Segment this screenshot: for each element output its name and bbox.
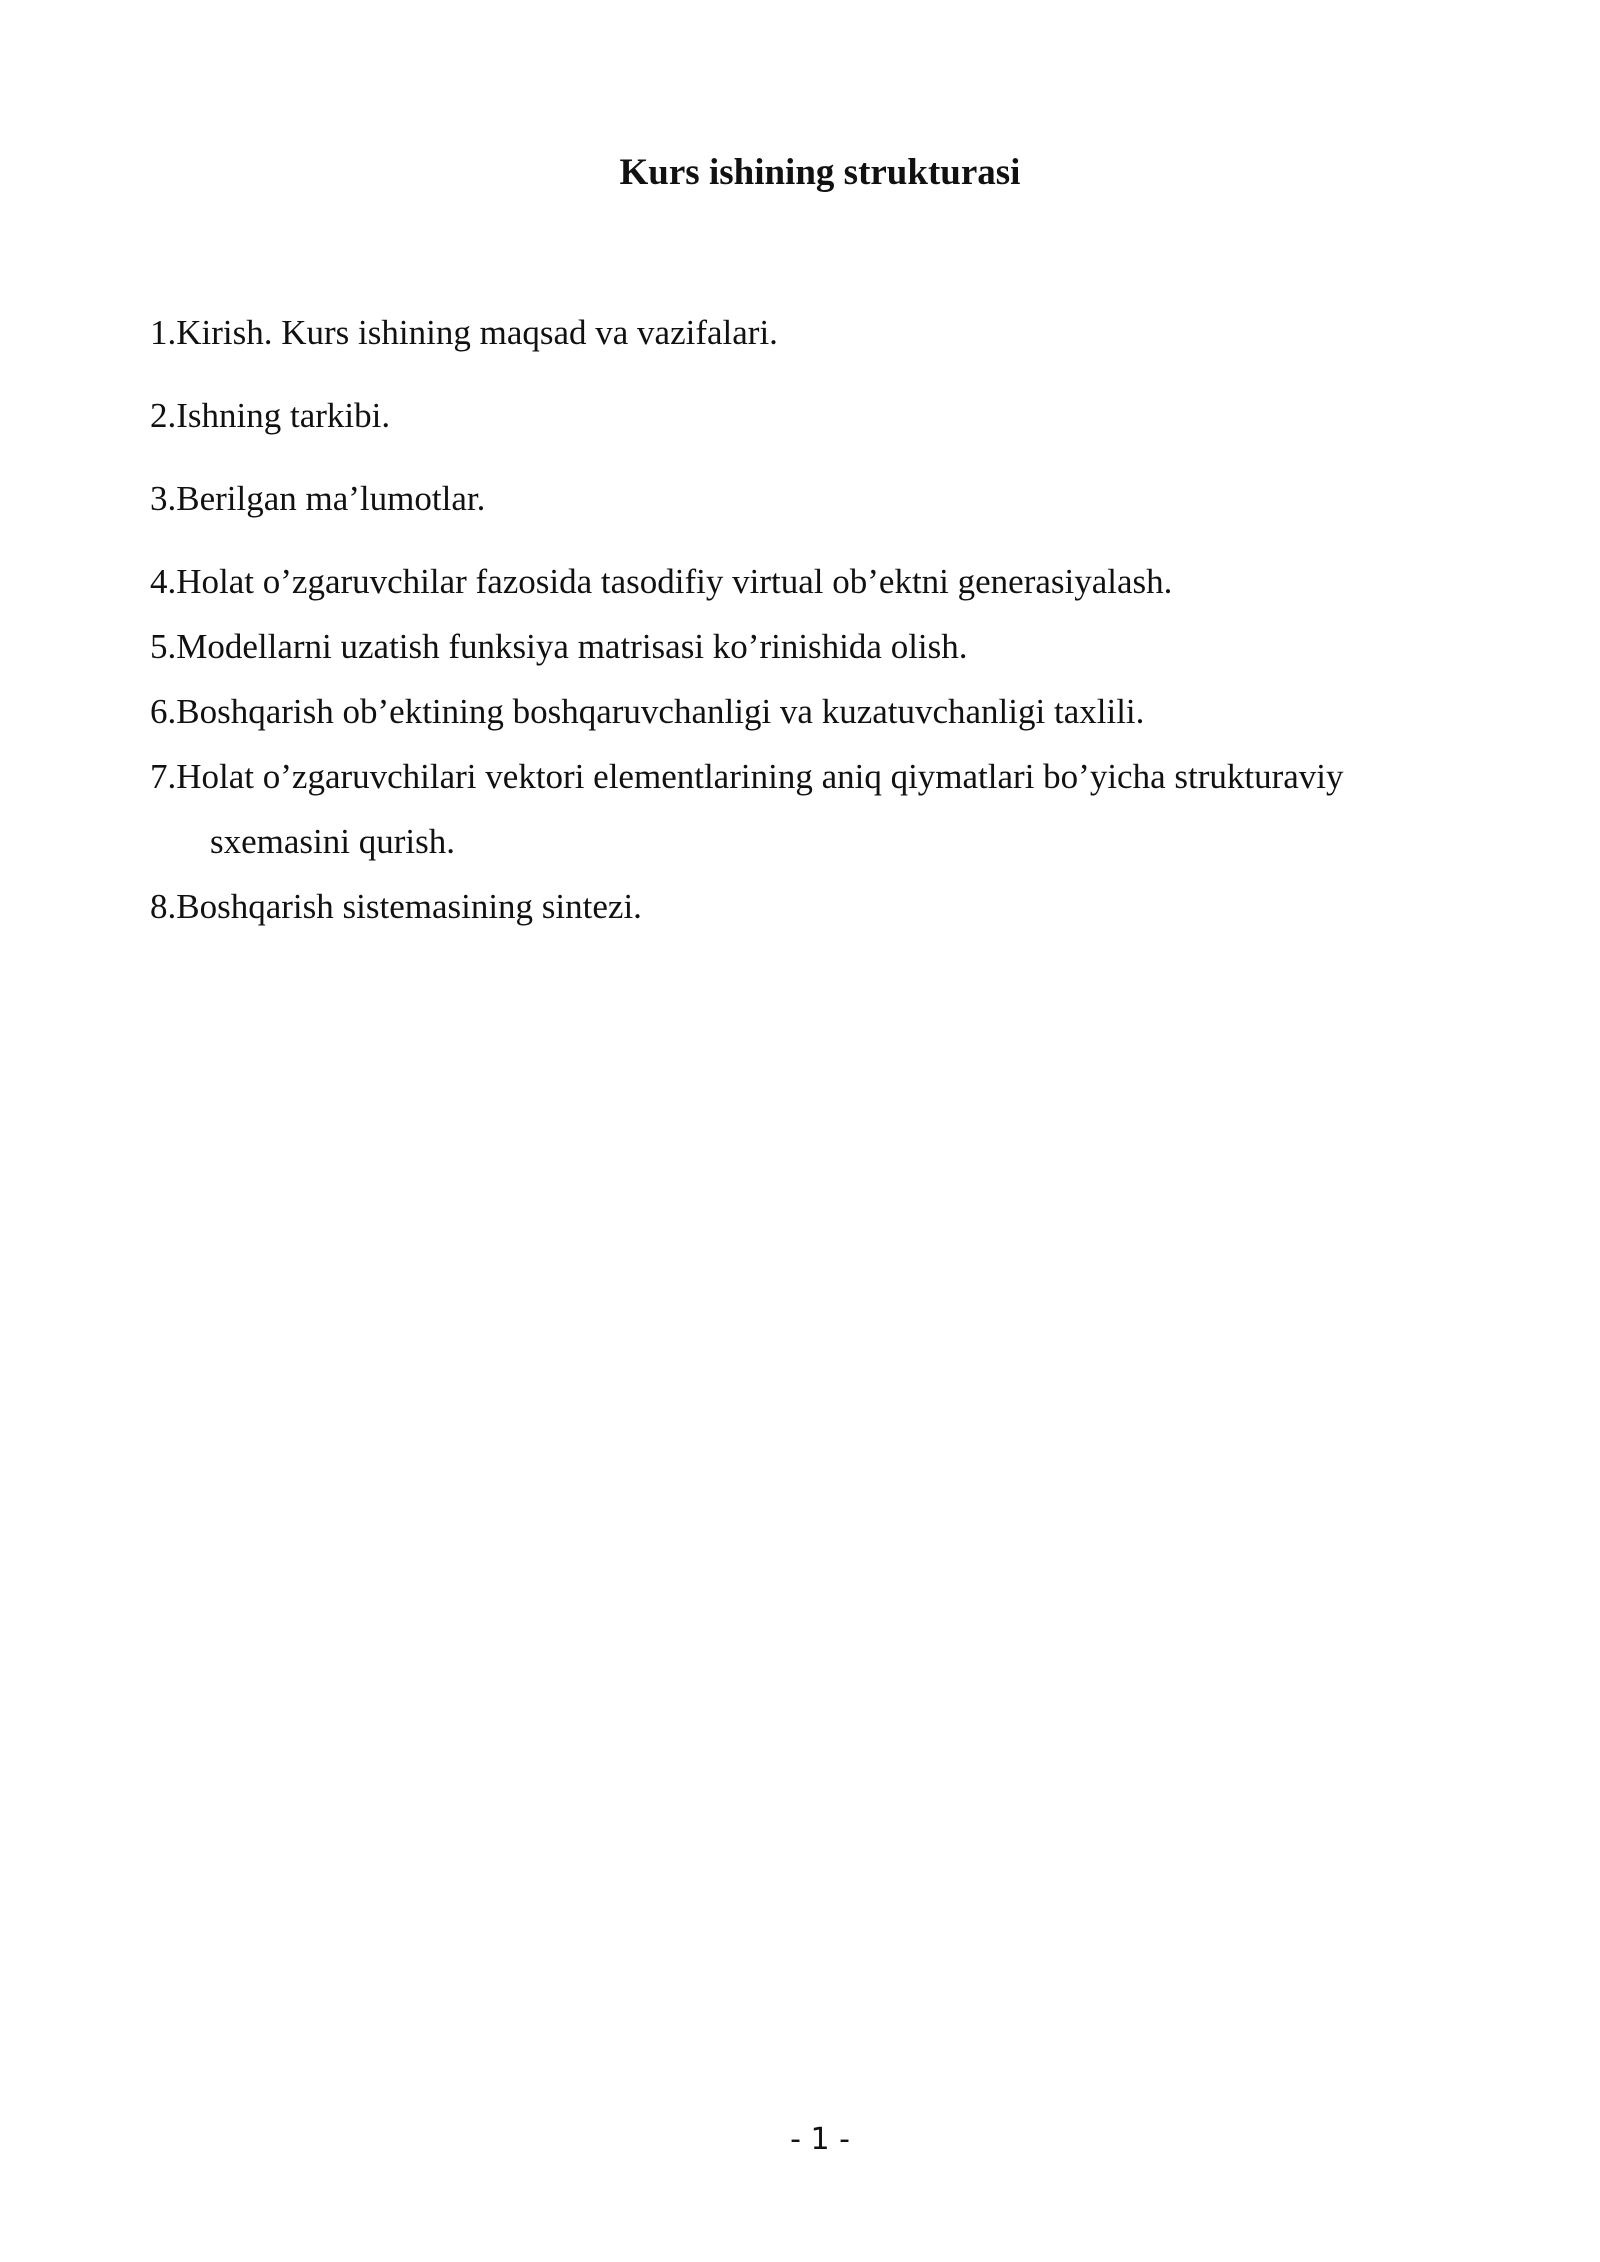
list-item-continuation: sxemasini qurish. [210,822,455,861]
list-item: 1.Kirish. Kurs ishining maqsad va vazifalari. [150,313,778,352]
list-item: 2.Ishning tarkibi. [150,396,391,435]
list-item: 4.Holat o’zgaruvchilar fazosida tasodifiy virtual ob’ektni generasiyalash. [150,562,1173,601]
list-item-text: 7.Holat o’zgaruvchilari vektori elementlarining aniq qiymatlari bo’yicha strukturaviy [150,757,1344,796]
table-of-contents [150,300,1480,939]
list-item: 5.Modellarni uzatish funksiya matrisasi ko’rinishida olish. [150,627,968,666]
page-title: Kurs ishining strukturasi [619,152,1021,193]
list-item: 8.Boshqarish sistemasining sintezi. [150,887,642,926]
page-number: - 1 - [790,2122,850,2157]
list-item [150,744,1480,874]
list-item: 3.Berilgan ma’lumotlar. [150,479,486,518]
list-item: 6.Boshqarish ob’ektining boshqaruvchanligi va kuzatuvchanligi taxlili. [150,692,1145,731]
